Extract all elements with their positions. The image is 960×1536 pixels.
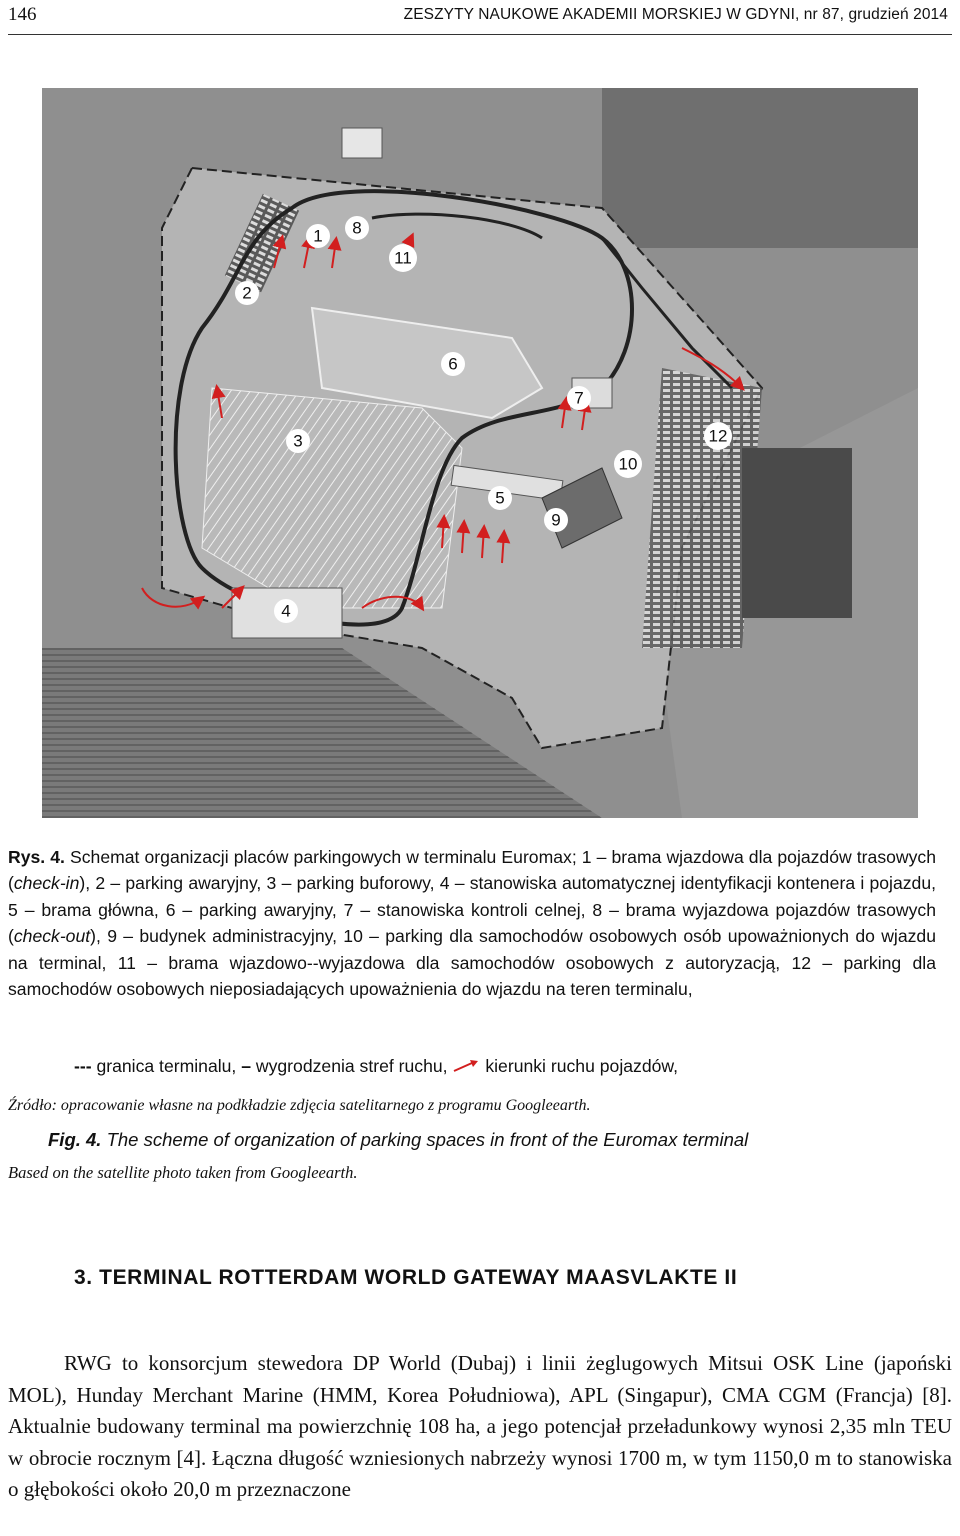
- svg-text:11: 11: [394, 248, 412, 268]
- map-label-10: [614, 450, 642, 478]
- map-label-2: [235, 281, 259, 305]
- fig-en-label: Fig. 4.: [48, 1129, 102, 1150]
- fig-en-text: The scheme of organization of parking spaces in front of the Euromax terminal: [101, 1129, 749, 1150]
- figure-caption: [8, 844, 936, 1002]
- figure-legend: [74, 1056, 924, 1077]
- arrow-text: kierunki ruchu pojazdów,: [485, 1056, 679, 1076]
- map-label-4: [274, 599, 298, 623]
- svg-text:8: 8: [352, 218, 362, 238]
- running-title: ZESZYTY NAUKOWE AKADEMII MORSKIEJ W GDYNI, nr 87, grudzień 2014: [403, 6, 948, 23]
- terminal-map: [42, 88, 918, 818]
- page-number: 146: [8, 4, 37, 25]
- map-label-8: [345, 216, 369, 240]
- map-label-9: [544, 508, 568, 532]
- fence-symbol: –: [241, 1056, 251, 1076]
- figure-source: Źródło: opracowanie własne na podkładzie zdjęcia satelitarnego z programu Googleearth.: [8, 1097, 591, 1114]
- svg-text:12: 12: [708, 426, 728, 446]
- map-label-11: [389, 244, 417, 272]
- svg-text:3: 3: [293, 431, 303, 451]
- boundary-text: granica terminalu,: [96, 1056, 237, 1076]
- section-heading: 3. TERMINAL ROTTERDAM WORLD GATEWAY MAASVLAKTE II: [74, 1266, 738, 1289]
- based-on-note: Based on the satellite photo taken from Googleearth.: [8, 1163, 358, 1182]
- svg-text:1: 1: [313, 226, 323, 246]
- boundary-symbol: ---: [74, 1056, 92, 1076]
- caption-text-3: ), 9 – budynek administracyjny, 10 – parking dla samochodów osobowych osób upoważnionych do wjazdu na terminal, 11 – brama wjazdowo--wyjazdowa dla samochodów osobowych z autoryzacją, 12 – parking dla samochodów osobowych nieposiadających upoważnienia do wjazdu na teren terminalu,: [8, 926, 936, 1000]
- map-label-5: [488, 486, 512, 510]
- svg-text:4: 4: [281, 601, 291, 621]
- svg-text:9: 9: [551, 510, 561, 530]
- caption-checkin: check-in: [13, 873, 80, 894]
- fence-text: wygrodzenia stref ruchu,: [255, 1056, 448, 1076]
- svg-text:7: 7: [574, 388, 584, 408]
- caption-label: Rys. 4.: [8, 847, 65, 867]
- map-label-6: [441, 352, 465, 376]
- svg-text:6: 6: [448, 354, 458, 374]
- caption-text-2: ), 2 – parking awaryjny, 3 – parking buforowy, 4 – stanowiska automatycznej identyfikacji kontenera i pojazdu, 5 – brama główna, 6 – parking awaryjny, 7 – stanowiska kontroli celnej, 8 – brama wyjazdowa pojazdów trasowych (: [8, 873, 936, 947]
- map-label-12: [704, 422, 732, 450]
- caption-text-1: Schemat organizacji placów parkingowych w terminalu Euromax; 1 – brama wjazdowa dla pojazdów trasowych (: [8, 847, 936, 894]
- satellite-figure: [42, 88, 918, 818]
- svg-text:10: 10: [618, 454, 638, 474]
- page-header: [8, 0, 952, 35]
- red-arrow-icon: [452, 1059, 480, 1073]
- svg-text:2: 2: [242, 283, 252, 303]
- svg-text:5: 5: [495, 488, 505, 508]
- map-label-3: [286, 429, 310, 453]
- caption-checkout: check-out: [13, 926, 91, 947]
- figure-caption-en: [48, 1129, 748, 1151]
- map-label-7: [567, 386, 591, 410]
- body-paragraph: RWG to konsorcjum stewedora DP World (Dubaj) i linii żeglugowych Mitsui OSK Line (japoński MOL), Hunday Merchant Marine (HMM, Korea Południowa), APL (Singapur), CMA CGM (Francja) [8]. Aktualnie budowany terminal ma powierzchnię 108 ha, a jego potencjał przeładunkowy wynosi 2,35 mln TEU w obrocie rocznym [4]. Łączna długość wzniesionych nabrzeży wynosi 1700 m, w tym 1150,0 m to stanowiska o głębokości około 20,0 m przeznaczone: [8, 1351, 952, 1501]
- map-label-1: [306, 224, 330, 248]
